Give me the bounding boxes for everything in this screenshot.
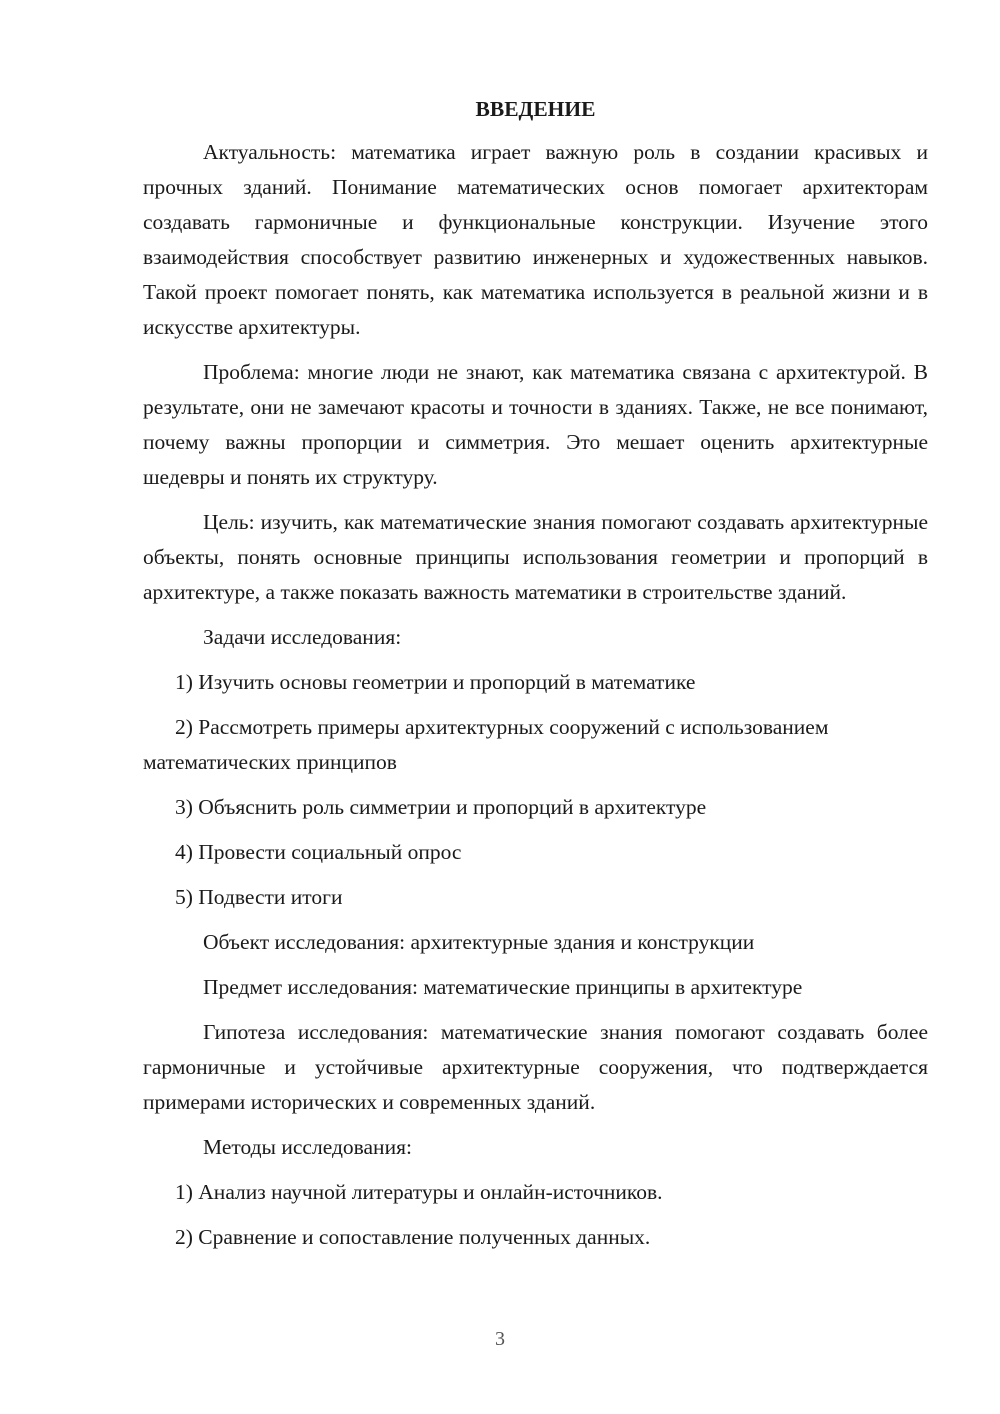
method-item: 1) Анализ научной литературы и онлайн-источников. <box>175 1180 663 1204</box>
page-title: ВВЕДЕНИЕ <box>475 97 596 121</box>
method-item: 2) Сравнение и сопоставление полученных данных. <box>175 1225 651 1249</box>
task-item: 2) Рассмотреть примеры архитектурных сооружений с использованием математических принципов <box>143 715 829 774</box>
research-object: Объект исследования: архитектурные здания и конструкции <box>203 930 755 954</box>
task-item: 3) Объяснить роль симметрии и пропорций в архитектуре <box>175 795 707 819</box>
relevance-paragraph: Актуальность: математика играет важную роль в создании красивых и прочных зданий. Понимание математических основ помогает архитекторам создавать гармоничные и функциональные конструкции. Изучение этого взаимодействия способствует развитию инженерных и художественных навыков. Такой проект помогает понять, как математика используется в реальной жизни и в искусстве архитектуры. <box>143 140 928 339</box>
problem-paragraph: Проблема: многие люди не знают, как математика связана с архитектурой. В результате, они не замечают красоты и точности в зданиях. Также, не все понимают, почему важны пропорции и симметрия. Это мешает оценить архитектурные шедевры и понять их структуру. <box>143 360 928 489</box>
hypothesis-paragraph: Гипотеза исследования: математические знания помогают создавать более гармоничные и устойчивые архитектурные сооружения, что подтверждается примерами исторических и современных зданий. <box>143 1020 928 1114</box>
research-subject: Предмет исследования: математические принципы в архитектуре <box>203 975 803 999</box>
tasks-heading: Задачи исследования: <box>203 625 402 649</box>
task-item: 5) Подвести итоги <box>175 885 343 909</box>
goal-paragraph: Цель: изучить, как математические знания помогают создавать архитектурные объекты, понять основные принципы использования геометрии и пропорций в архитектуре, а также показать важность математики в строительстве зданий. <box>143 510 928 604</box>
methods-heading: Методы исследования: <box>203 1135 412 1159</box>
task-item: 4) Провести социальный опрос <box>175 840 462 864</box>
page-content <box>143 92 928 1265</box>
page-number: 3 <box>495 1328 505 1350</box>
task-item: 1) Изучить основы геометрии и пропорций в математике <box>175 670 696 694</box>
